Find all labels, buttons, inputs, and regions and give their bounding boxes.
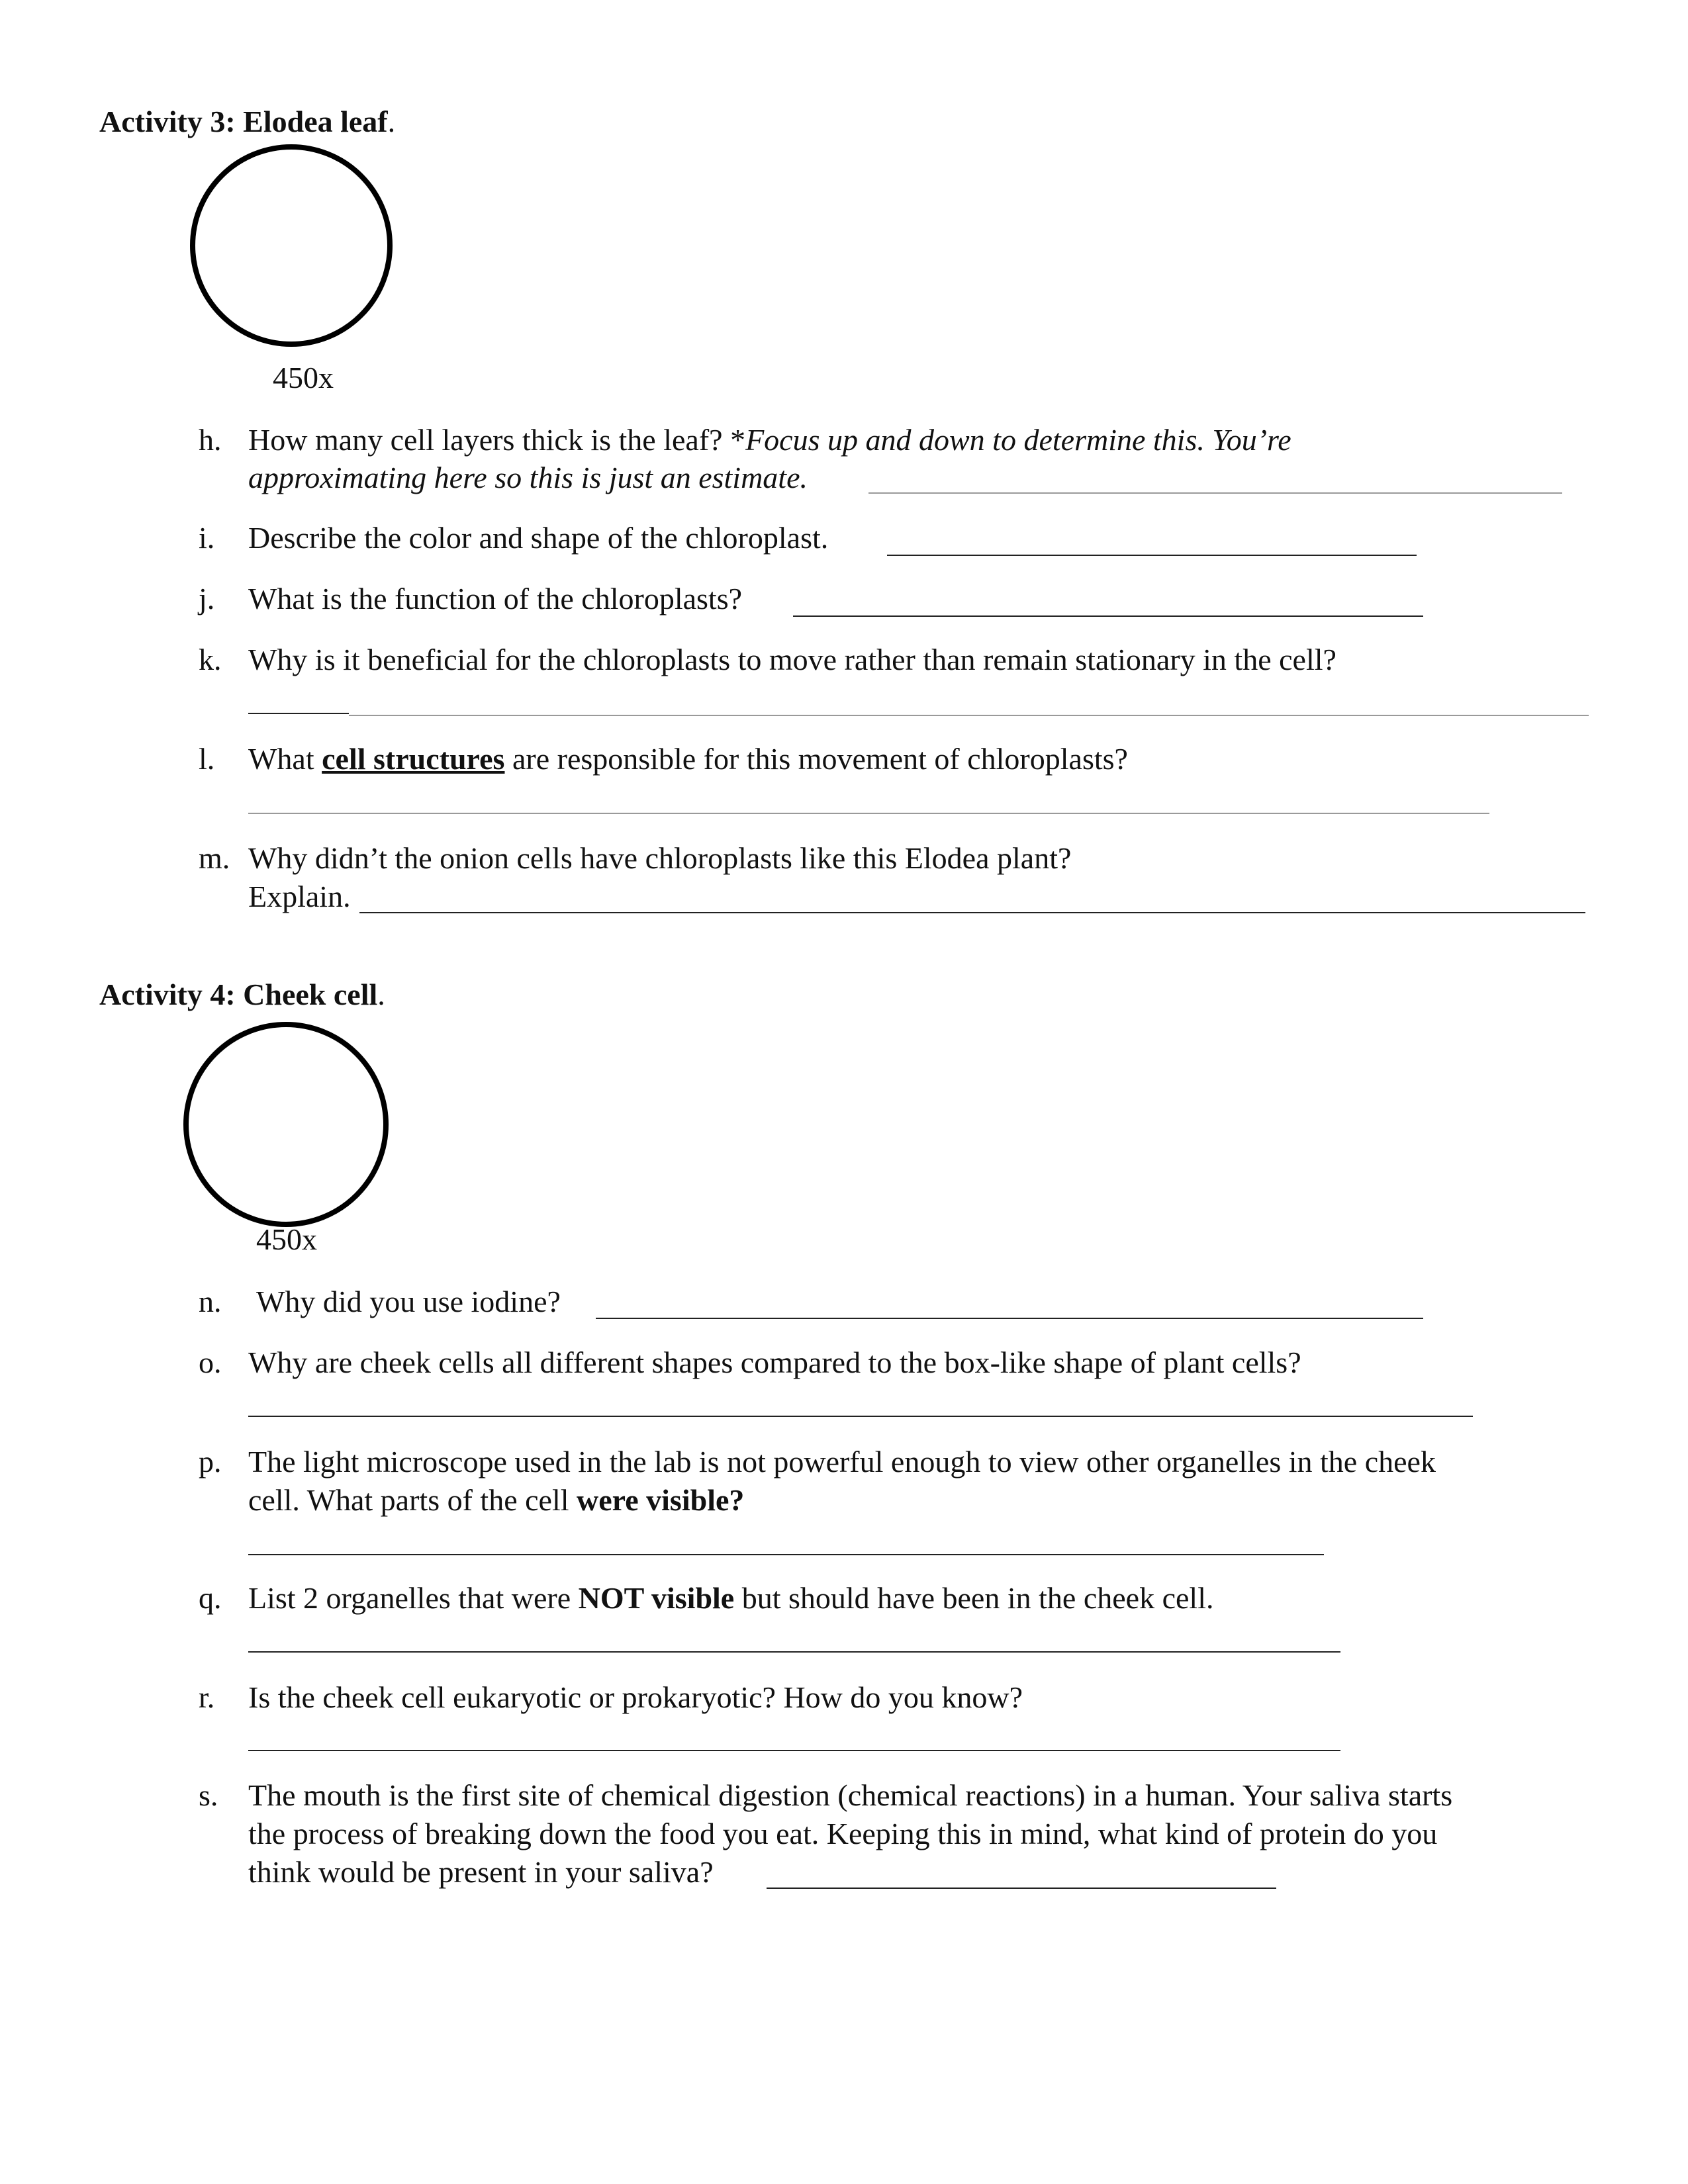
question-s-line2: the process of breaking down the food you eat. Keeping this in mind, what kind of protein do you	[248, 1817, 1438, 1850]
question-s-letter: s.	[199, 1778, 218, 1812]
question-j-letter: j.	[199, 582, 215, 615]
answer-line-i[interactable]	[887, 555, 1417, 556]
question-q-text-a: List 2 organelles that were	[248, 1581, 579, 1615]
question-s-line1: The mouth is the first site of chemical digestion (chemical reactions) in a human. Your saliva starts	[248, 1778, 1453, 1812]
question-r-letter: r.	[199, 1680, 215, 1714]
question-h-line1	[248, 421, 1291, 459]
question-n-letter: n.	[199, 1285, 222, 1318]
question-h-line2: approximating here so this is just an estimate.	[248, 461, 808, 494]
question-m-line2: Explain.	[248, 880, 351, 913]
question-k-letter: k.	[199, 643, 222, 676]
answer-line-h[interactable]	[868, 492, 1562, 494]
question-l-text-a: What	[248, 742, 322, 776]
question-q-bold: NOT visible	[578, 1581, 735, 1615]
question-p-letter: p.	[199, 1445, 222, 1479]
question-p-bold: were visible?	[577, 1483, 745, 1517]
question-l-text-b: are responsible for this movement of chloroplasts?	[504, 742, 1128, 776]
elodea-drawing-circle[interactable]	[190, 144, 393, 347]
question-p-text: cell. What parts of the cell	[248, 1483, 577, 1517]
answer-line-s[interactable]	[767, 1888, 1276, 1889]
answer-line-o[interactable]	[248, 1416, 1473, 1417]
question-l-emphasis: cell structures	[322, 742, 505, 776]
question-n-text: Why did you use iodine?	[256, 1285, 561, 1318]
question-h-text: How many cell layers thick is the leaf? *	[248, 423, 746, 457]
answer-line-m[interactable]	[359, 912, 1585, 913]
question-j-text: What is the function of the chloroplasts?	[248, 582, 743, 615]
question-o-letter: o.	[199, 1345, 222, 1379]
cheek-magnification-label: 450x	[256, 1222, 317, 1256]
question-m-letter: m.	[199, 841, 230, 875]
answer-line-l[interactable]	[248, 813, 1489, 814]
question-l-line	[248, 740, 1128, 778]
question-k-text: Why is it beneficial for the chloroplasts to move rather than remain stationary in the cell?	[248, 643, 1336, 676]
answer-line-r[interactable]	[248, 1750, 1340, 1751]
answer-line-p[interactable]	[248, 1554, 1324, 1555]
answer-line-n[interactable]	[596, 1318, 1423, 1319]
answer-line-j[interactable]	[793, 615, 1423, 617]
elodea-magnification-label: 450x	[273, 361, 334, 394]
question-p-line2	[248, 1481, 744, 1520]
question-h-italic-a: Focus up and down to determine this. You’re	[745, 423, 1291, 457]
question-i-text: Describe the color and shape of the chloroplast.	[248, 521, 829, 555]
question-m-line1: Why didn’t the onion cells have chloroplasts like this Elodea plant?	[248, 841, 1072, 875]
question-h-letter: h.	[199, 423, 222, 457]
activity-4-title: Activity 4: Cheek cell	[99, 978, 378, 1011]
question-q-text-b: but should have been in the cheek cell.	[734, 1581, 1214, 1615]
activity-4-heading	[99, 976, 385, 1014]
question-p-line1: The light microscope used in the lab is not powerful enough to view other organelles in the cheek	[248, 1445, 1436, 1479]
activity-3-title: Activity 3: Elodea leaf	[99, 105, 388, 138]
answer-line-k[interactable]	[349, 715, 1589, 716]
activity-3-period: .	[387, 105, 396, 138]
answer-line-q[interactable]	[248, 1651, 1340, 1653]
question-s-line3: think would be present in your saliva?	[248, 1855, 714, 1889]
question-l-letter: l.	[199, 742, 215, 776]
question-q-letter: q.	[199, 1581, 222, 1615]
question-i-letter: i.	[199, 521, 215, 555]
activity-4-period: .	[377, 978, 385, 1011]
answer-line-k-short[interactable]	[248, 713, 349, 714]
cheek-cell-drawing-circle[interactable]	[183, 1022, 389, 1227]
activity-3-heading	[99, 103, 395, 141]
question-o-text: Why are cheek cells all different shapes compared to the box-like shape of plant cells?	[248, 1345, 1301, 1379]
question-r-text: Is the cheek cell eukaryotic or prokaryotic? How do you know?	[248, 1680, 1023, 1714]
question-q-line	[248, 1579, 1213, 1617]
